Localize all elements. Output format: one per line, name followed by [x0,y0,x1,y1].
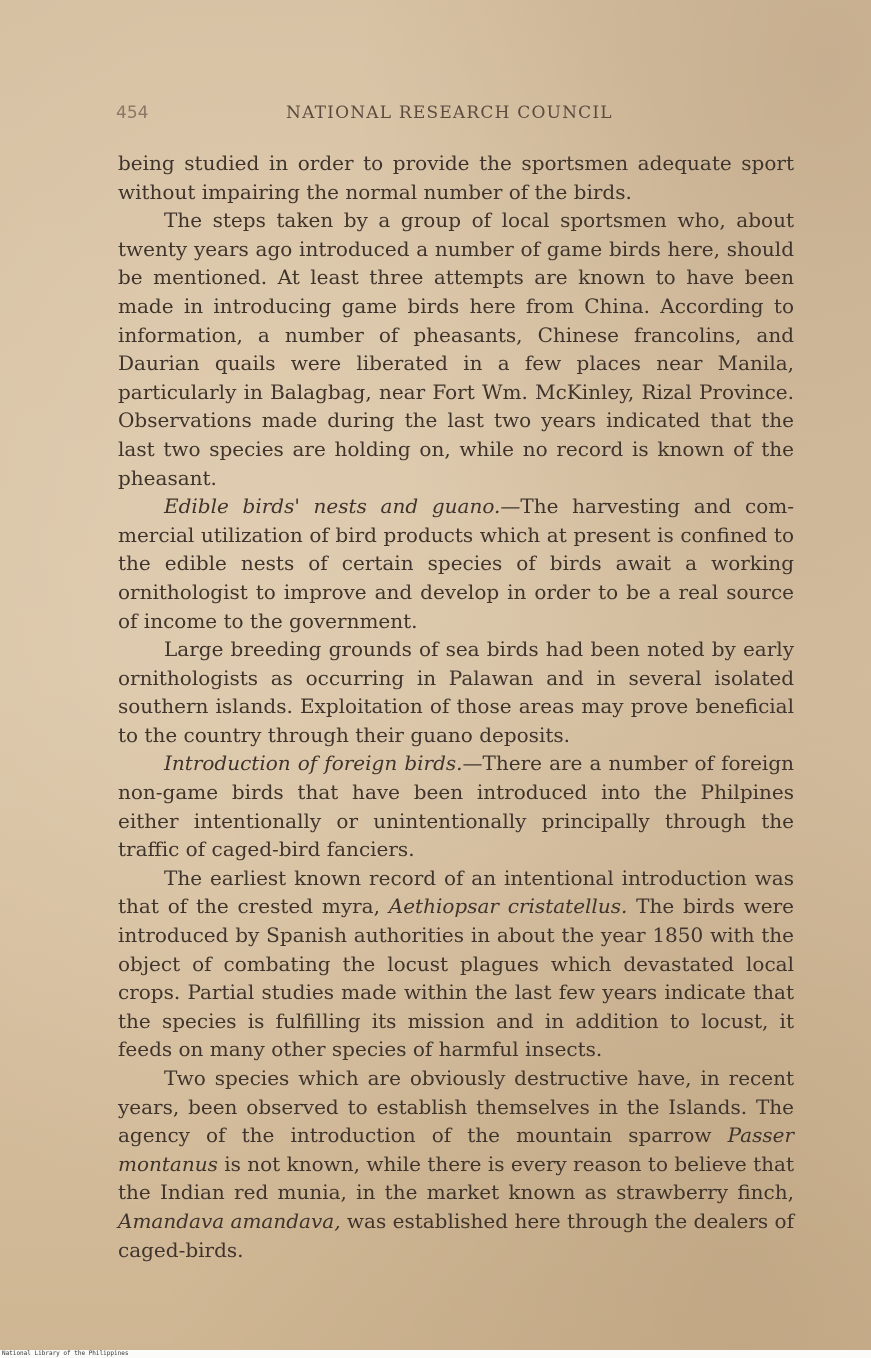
paragraph-4-text: Large breeding grounds of sea birds had been noted by early ornithologists as occurring in Palawan and in several isolated southern islands. Exploitation of those areas may prove beneficial to the country through their guano deposits. [118,637,794,747]
paragraph-4 [118,635,794,749]
footer-strip [0,1350,871,1358]
paragraph-5 [118,749,794,863]
page-header [116,103,636,127]
paragraph-7 [118,1064,794,1264]
section-heading-edible-nests: Edible birds' nests and guano. [164,494,501,519]
paragraph-3 [118,492,794,635]
body-text [118,149,794,1264]
library-credit: National Library of the Philippines [2,1350,129,1357]
paragraph-1-text: being studied in order to provide the sportsmen adequate sport without impairing the normal number of the birds. [118,151,794,204]
paragraph-2 [118,206,794,492]
paragraph-2-text: The steps taken by a group of local sportsmen who, about twenty years ago introduced a number of game birds here, should be mentioned. At least three attempts are known to have been made in introducing game birds here from China. According to information, a number of pheasants, Chinese francolins, and Daurian quails were liberated in a few places near Manila, particularly in Balagbag, near Fort Wm. McKinley, Rizal Province. Observations made during the last two years indicated that the last two species are holding on, while no record is known of the pheasant. [118,208,794,490]
paragraph-6-part-3: The birds were introduced by Spanish authorities in about the year 1850 with the object of combating the locust plagues which devastated local crops. Partial studies made within the last few years indicate that the species is fulfilling its mission and in addition to locust, it feeds on many other species of harmful insects. [118,894,794,1062]
paragraph-7-part-3: is not known, while there is every reason to believe that the Indian red munia, in the market known as strawberry finch, [118,1151,794,1205]
paragraph-7-part-1: Two species which are obviously destructive have, in recent years, been observed to establish themselves in the Islands. The agency of the introduction of the mountain sparrow [118,1066,794,1148]
paragraph-6 [118,864,794,1064]
species-name-passer: Passer montanus [118,1123,794,1176]
paragraph-5-text: —There are a number of foreign non-game birds that have been introduced into the Philpines either intentionally or unintentionally principally through the traffic of caged-bird fanciers. [118,751,794,862]
running-head: NATIONAL RESEARCH COUNCIL [286,103,613,123]
paragraph-6-part-1: The earliest known record of an intentional introduction was that of the crested myra, [118,865,794,919]
page-number: 454 [116,103,149,123]
paragraph-1 [118,149,794,206]
species-name-amandava: Amandava amandava, [118,1208,341,1233]
paragraph-7-part-5: was established here through the dealers of caged-birds. [118,1208,794,1262]
section-heading-foreign-birds: Introduction of foreign birds. [164,751,463,776]
paragraph-3-text: —The harvesting and commercial utilization of bird products which at present is confined to the edible nests of certain species of birds await a working ornithologist to improve and develop in order to be a real source of income to the government. [118,494,795,633]
species-name-aethiopsar: Aethiopsar cristatellus. [388,894,628,919]
